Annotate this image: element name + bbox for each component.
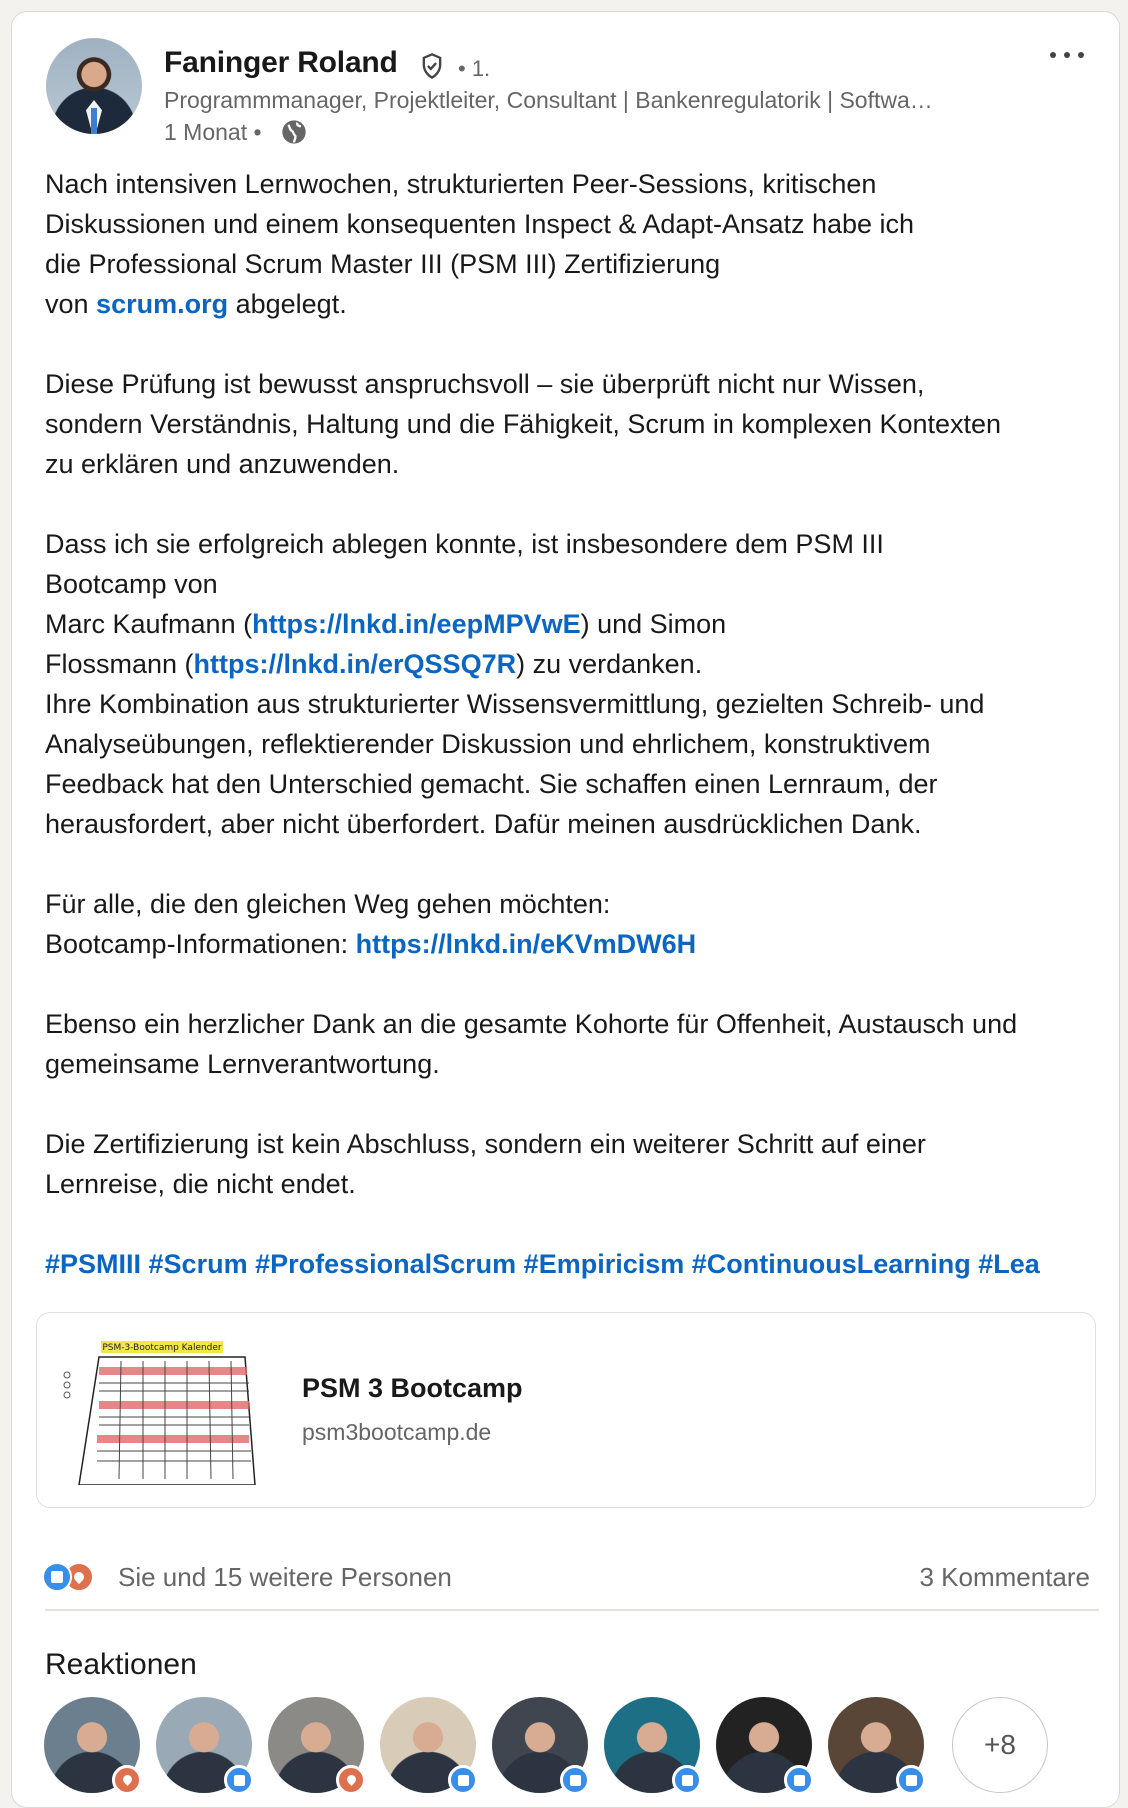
reactions-heading: Reaktionen bbox=[45, 1648, 197, 1681]
post-line: Ebenso ein herzlicher Dank an die gesamte Kohorte für Offenheit, Austausch und bbox=[45, 1009, 1018, 1039]
reactor-avatar[interactable] bbox=[492, 1697, 588, 1793]
post-line: die Professional Scrum Master III (PSM III) Zertifizierung bbox=[45, 249, 721, 279]
post-line: Diese Prüfung ist bewusst anspruchsvoll – sie überprüft nicht nur Wissen, bbox=[45, 369, 925, 399]
link-marc-kaufmann[interactable]: https://lnkd.in/eepMPVwE bbox=[252, 609, 581, 639]
like-reaction-icon bbox=[560, 1765, 590, 1795]
reactor-avatar[interactable] bbox=[716, 1697, 812, 1793]
author-avatar[interactable] bbox=[46, 38, 142, 134]
post-line: Feedback hat den Unterschied gemacht. Sie schaffen einen Lernraum, der bbox=[45, 769, 938, 799]
post-line: Dass ich sie erfolgreich ablegen konnte, ist insbesondere dem PSM III bbox=[45, 529, 884, 559]
thumb-caption: PSM-3-Bootcamp Kalender bbox=[102, 1343, 222, 1353]
like-reaction-icon bbox=[896, 1765, 926, 1795]
reactors-list bbox=[44, 1697, 1104, 1797]
link-preview-card[interactable] bbox=[36, 1312, 1096, 1508]
post-line: Analyseübungen, reflektierender Diskussion und ehrlichem, konstruktivem bbox=[45, 729, 931, 759]
author-name[interactable]: Faninger Roland bbox=[164, 46, 398, 79]
link-simon-flossmann[interactable]: https://lnkd.in/erQSSQ7R bbox=[193, 649, 517, 679]
more-options-icon[interactable] bbox=[1050, 52, 1090, 66]
post-line: Diskussionen und einem konsequenten Inspect & Adapt-Ansatz habe ich bbox=[45, 209, 915, 239]
post-line: Lernreise, die nicht endet. bbox=[45, 1169, 356, 1199]
like-reaction-icon bbox=[224, 1765, 254, 1795]
reactor-avatar[interactable] bbox=[156, 1697, 252, 1793]
more-reactors-button[interactable]: +8 bbox=[952, 1697, 1048, 1793]
post-line: von scrum.org abgelegt. bbox=[45, 289, 347, 319]
verified-icon bbox=[418, 52, 446, 80]
globe-icon bbox=[280, 118, 308, 146]
preview-title[interactable]: PSM 3 Bootcamp bbox=[302, 1373, 523, 1403]
post-text bbox=[45, 164, 1105, 1284]
divider bbox=[45, 1609, 1099, 1611]
reactor-avatar[interactable] bbox=[604, 1697, 700, 1793]
post-line: herausfordert, aber nicht überfordert. Dafür meinen ausdrücklichen Dank. bbox=[45, 809, 922, 839]
like-reaction-icon bbox=[784, 1765, 814, 1795]
reactions-count[interactable]: Sie und 15 weitere Personen bbox=[118, 1562, 452, 1592]
post-timestamp: 1 Monat • bbox=[164, 119, 262, 145]
preview-domain: psm3bootcamp.de bbox=[302, 1419, 492, 1445]
post-line: Marc Kaufmann (https://lnkd.in/eepMPVwE) und Simon bbox=[45, 609, 727, 639]
like-reaction-icon bbox=[42, 1562, 72, 1592]
post-line: Flossmann (https://lnkd.in/erQSSQ7R) zu verdanken. bbox=[45, 649, 703, 679]
post-card bbox=[11, 11, 1120, 1808]
comments-count[interactable]: 3 Kommentare bbox=[919, 1562, 1090, 1592]
post-line: sondern Verständnis, Haltung und die Fähigkeit, Scrum in komplexen Kontexten bbox=[45, 409, 1002, 439]
post-line: gemeinsame Lernverantwortung. bbox=[45, 1049, 440, 1079]
love-reaction-icon bbox=[336, 1765, 366, 1795]
hashtags[interactable]: #PSMIII #Scrum #ProfessionalScrum #Empiricism #ContinuousLearning #Lea bbox=[45, 1249, 1040, 1279]
post-line: Nach intensiven Lernwochen, strukturierten Peer-Sessions, kritischen bbox=[45, 169, 877, 199]
post-line: Ihre Kombination aus strukturierter Wissensvermittlung, gezielten Schreib- und bbox=[45, 689, 985, 719]
post-line: Bootcamp von bbox=[45, 569, 218, 599]
connection-degree: • 1. bbox=[458, 56, 491, 81]
love-reaction-icon bbox=[112, 1765, 142, 1795]
like-reaction-icon bbox=[448, 1765, 478, 1795]
post-line: Die Zertifizierung ist kein Abschluss, sondern ein weiterer Schritt auf einer bbox=[45, 1129, 926, 1159]
post-line: Für alle, die den gleichen Weg gehen möchten: bbox=[45, 889, 611, 919]
reactor-avatar[interactable] bbox=[268, 1697, 364, 1793]
post-line: Bootcamp-Informationen: https://lnkd.in/eKVmDW6H bbox=[45, 929, 697, 959]
calendar-thumbnail bbox=[59, 1339, 269, 1485]
like-reaction-icon bbox=[672, 1765, 702, 1795]
link-scrum-org[interactable]: scrum.org bbox=[96, 289, 229, 319]
reactor-avatar[interactable] bbox=[44, 1697, 140, 1793]
reactor-avatar[interactable] bbox=[828, 1697, 924, 1793]
social-counts-bar bbox=[42, 1558, 1102, 1598]
link-bootcamp-info[interactable]: https://lnkd.in/eKVmDW6H bbox=[355, 929, 697, 959]
reactor-avatar[interactable] bbox=[380, 1697, 476, 1793]
author-headline: Programmmanager, Projektleiter, Consultant | Bankenregulatorik | Softwa… bbox=[164, 87, 933, 113]
post-line: zu erklären und anzuwenden. bbox=[45, 449, 400, 479]
